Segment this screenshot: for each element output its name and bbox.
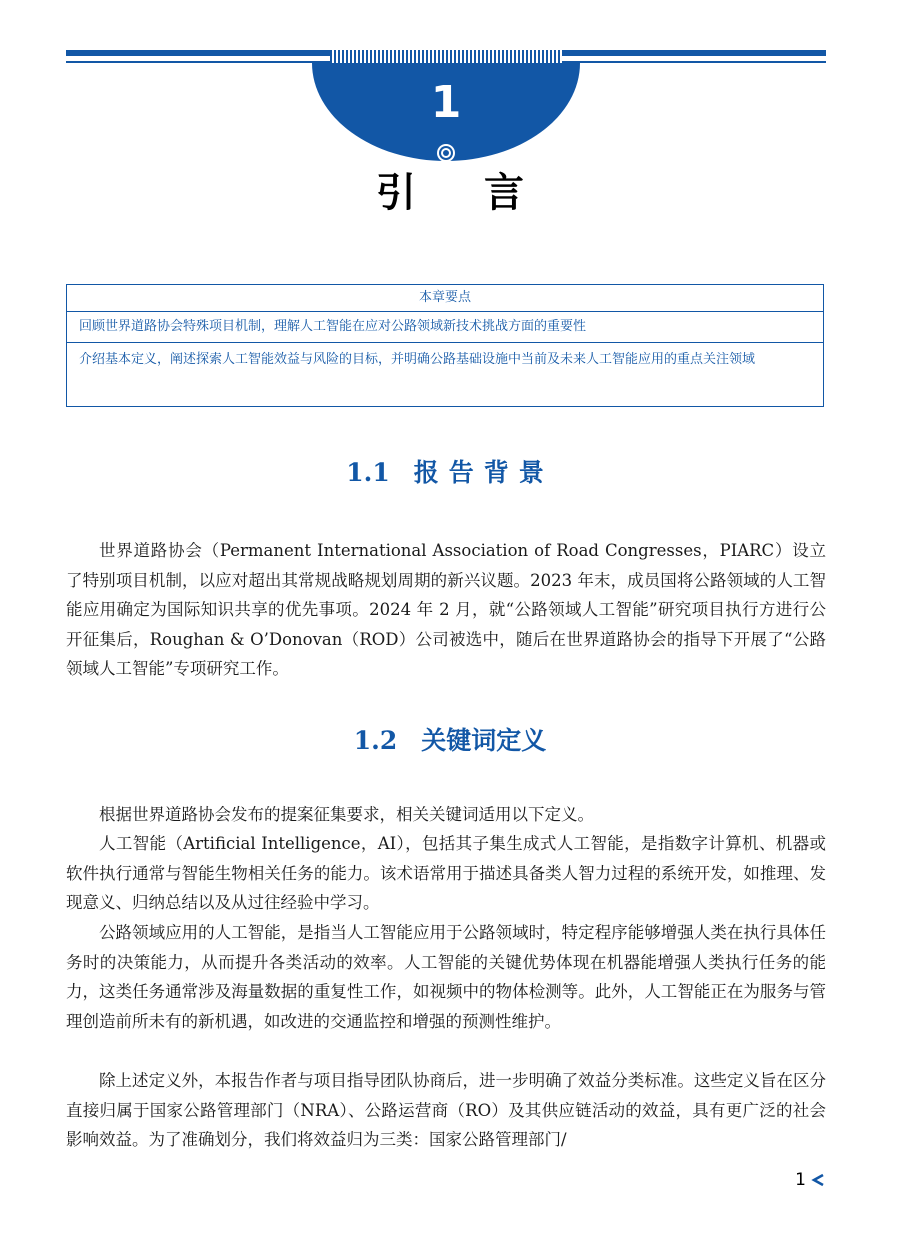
paragraph-ai-definition: 人工智能（Artificial Intelligence，AI），包括其子集生成式人工智能，是指数字计算机、机器或软件执行通常与智能生物相关任务的能力。该术语常用于描述具备类人智力过程的系统开发，如推理、发现意义、归纳总结以及从过往经验中学习。 bbox=[66, 834, 826, 912]
key-point-item: 回顾世界道路协会特殊项目机制，理解人工智能在应对公路领域新技术挑战方面的重要性 bbox=[67, 312, 823, 343]
key-point-item: 介绍基本定义，阐述探索人工智能效益与风险的目标，并明确公路基础设施中当前及未来人工智能应用的重点关注领域 bbox=[79, 352, 756, 367]
paragraph-definitions-intro: 根据世界道路协会发布的提案征集要求，相关关键词适用以下定义。 bbox=[99, 805, 594, 824]
page-number: 1 bbox=[795, 1170, 806, 1190]
chapter-title: 引言 bbox=[376, 170, 592, 216]
section-number: 1.2 bbox=[353, 726, 398, 755]
paragraph-benefit-definition: 除上述定义外，本报告作者与项目指导团队协商后，进一步明确了效益分类标准。这些定义旨在区分直接归属于国家公路管理部门（NRA）、公路运营商（RO）及其供应链活动的效益，具有更广泛的社会影响效益。为了准确划分，我们将效益归为三类：国家公路管理部门/ bbox=[66, 1071, 826, 1149]
section-title: 报告背景 bbox=[413, 458, 554, 487]
paragraph-background: 世界道路协会（Permanent International Association of Road Congresses，PIARC）设立了特别项目机制，以应对超出其常规战略规划周期的新兴议题。2023 年末，成员国将公路领域的人工智能应用确定为国际知识共享的优先事项。2024 年 2 月，就“公路领域人工智能”研究项目执行方进行公开征集后，Roughan & O’Donovan（ROD）公司被选中，随后在世界道路协会的指导下开展了“公路领域人工智能”专项研究工作。 bbox=[66, 541, 826, 678]
section-heading-definitions bbox=[0, 724, 900, 758]
section-number: 1.1 bbox=[346, 458, 390, 487]
arrow-left-icon bbox=[810, 1172, 826, 1188]
section-title: 关键词定义 bbox=[421, 726, 547, 755]
section-heading-background bbox=[0, 456, 900, 490]
key-points-box bbox=[66, 284, 824, 407]
target-icon bbox=[436, 143, 456, 163]
paragraph-road-ai-definition: 公路领域应用的人工智能，是指当人工智能应用于公路领域时，特定程序能够增强人类在执行具体任务时的决策能力，从而提升各类活动的效率。人工智能的关键优势体现在机器能增强人类执行任务的能力，这类任务通常涉及海量数据的重复性工作，如视频中的物体检测等。此外，人工智能正在为服务与管理创造前所未有的新机遇，如改进的交通监控和增强的预测性维护。 bbox=[66, 923, 826, 1031]
key-points-header: 本章要点 bbox=[67, 285, 823, 312]
header-rule-stripes bbox=[330, 50, 562, 63]
chapter-number: 1 bbox=[430, 77, 462, 128]
